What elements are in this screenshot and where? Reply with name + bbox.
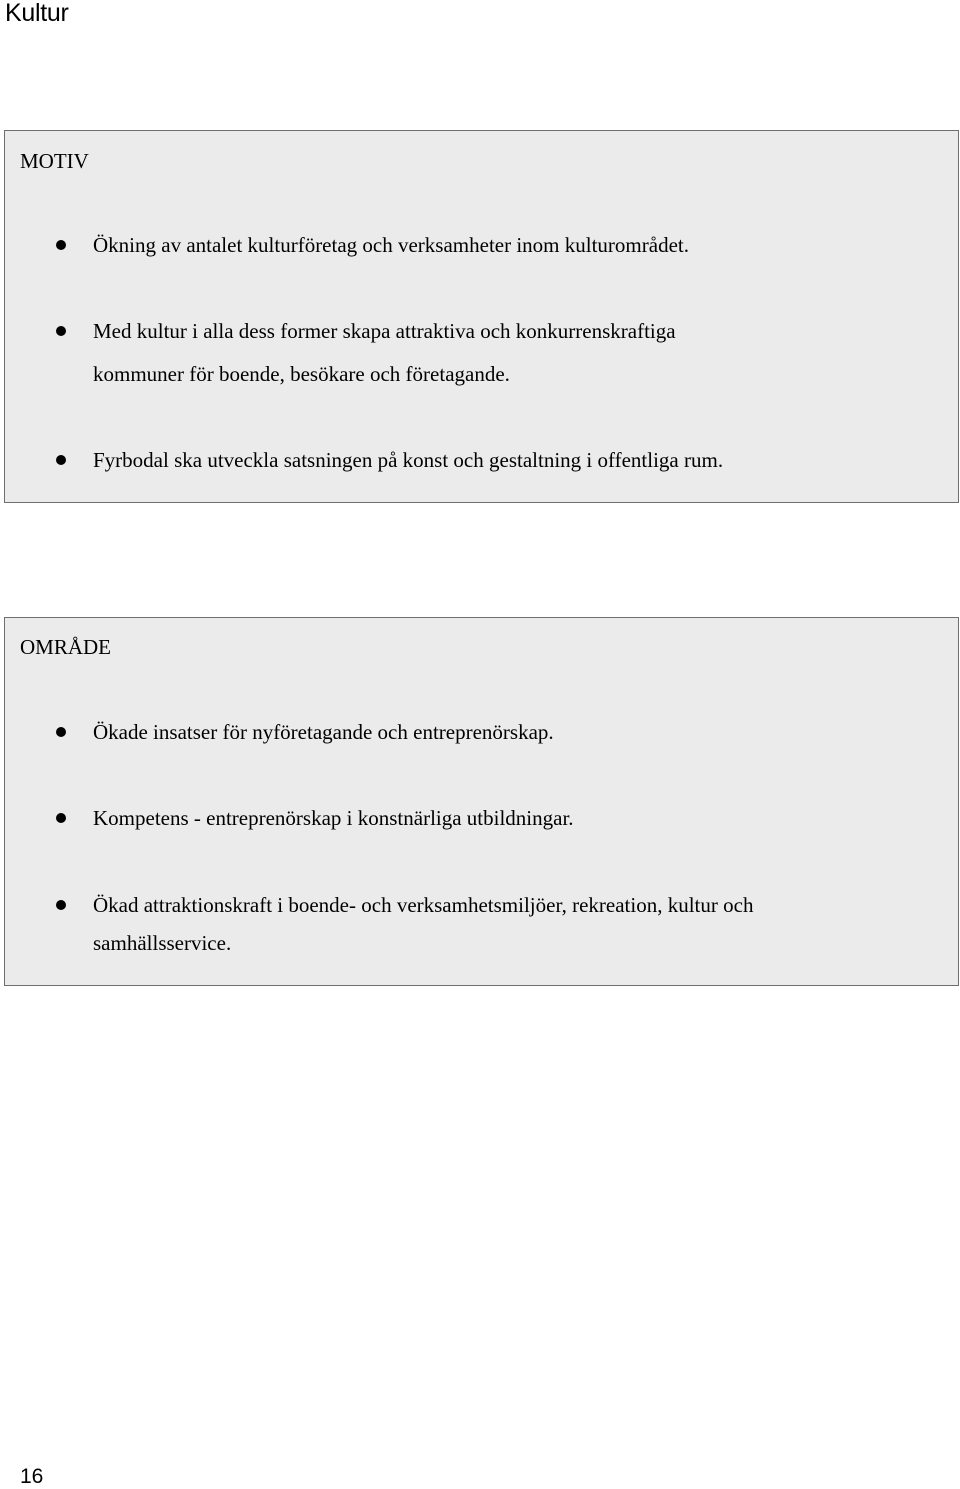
list-item-text	[93, 224, 913, 267]
list-item-text	[93, 310, 913, 396]
list-item-text	[93, 886, 913, 962]
omrade-box	[4, 617, 959, 986]
omrade-title: OMRÅDE	[20, 635, 112, 659]
bullet-icon	[56, 455, 66, 465]
page-number: 16	[20, 1465, 44, 1488]
bullet-icon	[56, 900, 66, 910]
motiv-title: MOTIV	[20, 149, 89, 173]
bullet-icon	[56, 813, 66, 823]
bullet-icon	[56, 240, 66, 250]
list-item-line: Ökning av antalet kulturföretag och verksamheter inom kulturområdet.	[93, 233, 689, 257]
motiv-box	[4, 130, 959, 503]
list-item-line: Ökad attraktionskraft i boende- och verksamhetsmiljöer, rekreation, kultur och	[93, 893, 754, 917]
list-item-line: Fyrbodal ska utveckla satsningen på konst och gestaltning i offentliga rum.	[93, 448, 724, 472]
list-item-line: samhällsservice.	[93, 931, 232, 955]
page-heading: Kultur	[5, 0, 69, 27]
bullet-icon	[56, 326, 66, 336]
list-item-line: Med kultur i alla dess former skapa attraktiva och konkurrenskraftiga	[93, 319, 676, 343]
list-item-text	[93, 711, 913, 754]
list-item-line: Kompetens - entreprenörskap i konstnärliga utbildningar.	[93, 806, 574, 830]
list-item-line: Ökade insatser för nyföretagande och entreprenörskap.	[93, 720, 554, 744]
list-item-text	[93, 797, 913, 840]
list-item-line: kommuner för boende, besökare och företagande.	[93, 362, 510, 386]
bullet-icon	[56, 727, 66, 737]
list-item-text	[93, 439, 913, 482]
